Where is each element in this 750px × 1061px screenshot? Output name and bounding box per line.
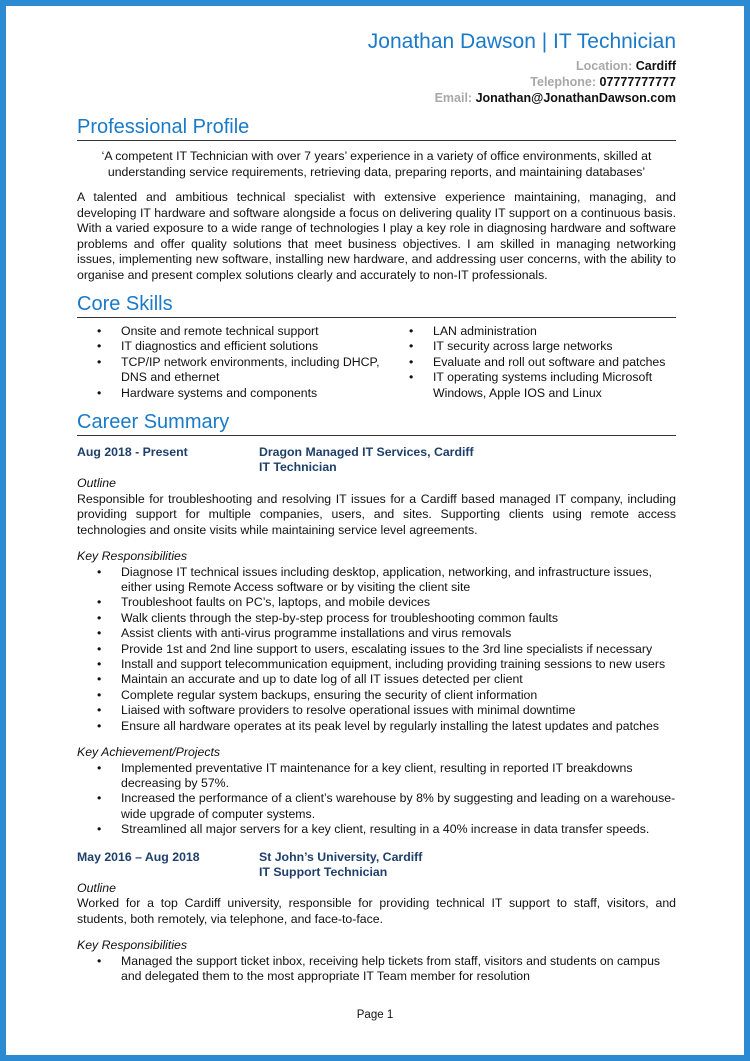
location-line bbox=[77, 58, 676, 74]
skills-right-list bbox=[389, 324, 676, 401]
job-employer: Dragon Managed IT Services, Cardiff bbox=[259, 445, 474, 460]
list-item: • Install and support telecommunication equipment, including providing training sessions to new users bbox=[77, 657, 676, 672]
profile-body: A talented and ambitious technical specialist with extensive experience maintaining, managing, and developing IT hardware and software alongside a focus on delivering quality IT support on a continuous basis. With a varied exposure to a wide range of technologies I play a key role in diagnosing hardware and software problems and offer quality solutions that meet business objectives. I am skilled in managing networking issues, implementing new software, installing new hardware, and addressing user concerns, with the ability to organise and present complex solutions clearly and accurately to non-IT professionals. bbox=[77, 190, 676, 282]
achievements-list bbox=[77, 761, 676, 838]
responsibilities-list bbox=[77, 954, 676, 985]
list-item: • Implemented preventative IT maintenance for a key client, resulting in reported IT breakdowns decreasing by 57%. bbox=[77, 761, 676, 792]
job-header bbox=[77, 445, 676, 475]
telephone-value: 07777777777 bbox=[599, 75, 676, 89]
telephone-label: Telephone: bbox=[530, 75, 597, 89]
list-item: • Maintain an accurate and up to date log of all IT issues detected per client bbox=[77, 672, 676, 687]
skill-item: • Evaluate and roll out software and patches bbox=[389, 355, 676, 370]
skills-left-list bbox=[77, 324, 389, 401]
profile-heading: Professional Profile bbox=[77, 114, 676, 141]
job-outline: Worked for a top Cardiff university, responsible for providing technical IT support to staff, visitors, and students, both remotely, via telephone, and face-to-face. bbox=[77, 896, 676, 926]
email-line bbox=[77, 90, 676, 106]
list-item: • Ensure all hardware operates at its peak level by regularly installing the latest updates and patches bbox=[77, 719, 676, 734]
job-dates: Aug 2018 - Present bbox=[77, 445, 188, 460]
outline-label: Outline bbox=[77, 880, 116, 895]
list-item: • Managed the support ticket inbox, receiving help tickets from staff, visitors and students on campus and delegated them to the most appropriate IT Team member for resolution bbox=[77, 954, 676, 985]
list-item: • Liaised with software providers to resolve operational issues with minimal downtime bbox=[77, 703, 676, 718]
job-role: IT Technician bbox=[259, 460, 337, 475]
list-item: • Provide 1st and 2nd line support to users, escalating issues to the 3rd line specialists if necessary bbox=[77, 642, 676, 657]
skill-item: • Onsite and remote technical support bbox=[77, 324, 389, 339]
skill-item: • Hardware systems and components bbox=[77, 386, 389, 401]
skill-item: • IT diagnostics and efficient solutions bbox=[77, 339, 389, 354]
list-item: • Assist clients with anti-virus programme installations and virus removals bbox=[77, 626, 676, 641]
location-value: Cardiff bbox=[635, 59, 676, 73]
responsibilities-list bbox=[77, 565, 676, 734]
location-label: Location: bbox=[575, 59, 633, 73]
skill-item: • IT operating systems including Microsoft Windows, Apple IOS and Linux bbox=[389, 370, 676, 401]
candidate-name-title: Jonathan Dawson | IT Technician bbox=[367, 30, 676, 53]
achievements-label: Key Achievement/Projects bbox=[77, 745, 221, 759]
skill-item: • IT security across large networks bbox=[389, 339, 676, 354]
profile-quote: ‘A competent IT Technician with over 7 years’ experience in a variety of office environments, skilled at understanding service requirements, retrieving data, preparing reports, and maintaining databases’ bbox=[101, 149, 652, 179]
telephone-line bbox=[77, 74, 676, 90]
list-item: • Walk clients through the step-by-step process for troubleshooting common faults bbox=[77, 611, 676, 626]
outline-label: Outline bbox=[77, 476, 116, 491]
career-heading: Career Summary bbox=[77, 409, 676, 436]
job-role: IT Support Technician bbox=[259, 864, 388, 879]
job-header bbox=[77, 850, 676, 880]
list-item: • Diagnose IT technical issues including desktop, application, networking, and infrastructure issues, either using Remote Access software or by visiting the client site bbox=[77, 565, 676, 596]
list-item: • Complete regular system backups, ensuring the security of client information bbox=[77, 688, 676, 703]
list-item: • Streamlined all major servers for a key client, resulting in a 40% increase in data transfer speeds. bbox=[77, 822, 676, 837]
skills-heading: Core Skills bbox=[77, 291, 676, 318]
job-dates: May 2016 – Aug 2018 bbox=[77, 849, 200, 864]
responsibilities-label: Key Responsibilities bbox=[77, 938, 188, 953]
skills-grid bbox=[77, 324, 676, 401]
skill-item: • TCP/IP network environments, including DHCP, DNS and ethernet bbox=[77, 355, 389, 386]
skill-item: • LAN administration bbox=[389, 324, 676, 339]
list-item: • Troubleshoot faults on PC’s, laptops, and mobile devices bbox=[77, 595, 676, 610]
cv-header bbox=[77, 28, 676, 106]
page-number: Page 1 bbox=[356, 1009, 394, 1021]
list-item: • Increased the performance of a client’s warehouse by 8% by suggesting and leading on a warehouse-wide upgrade of computer systems. bbox=[77, 791, 676, 822]
responsibilities-label: Key Responsibilities bbox=[77, 549, 188, 564]
job-employer: St John’s University, Cardiff bbox=[259, 849, 423, 864]
email-value: Jonathan@JonathanDawson.com bbox=[475, 91, 676, 105]
email-label: Email: bbox=[434, 91, 473, 105]
job-outline: Responsible for troubleshooting and resolving IT issues for a Cardiff based managed IT company, including providing support for multiple companies, users, and sites. Supporting clients using remote access technologies and onsite visits while maintaining service level agreements. bbox=[77, 491, 676, 537]
